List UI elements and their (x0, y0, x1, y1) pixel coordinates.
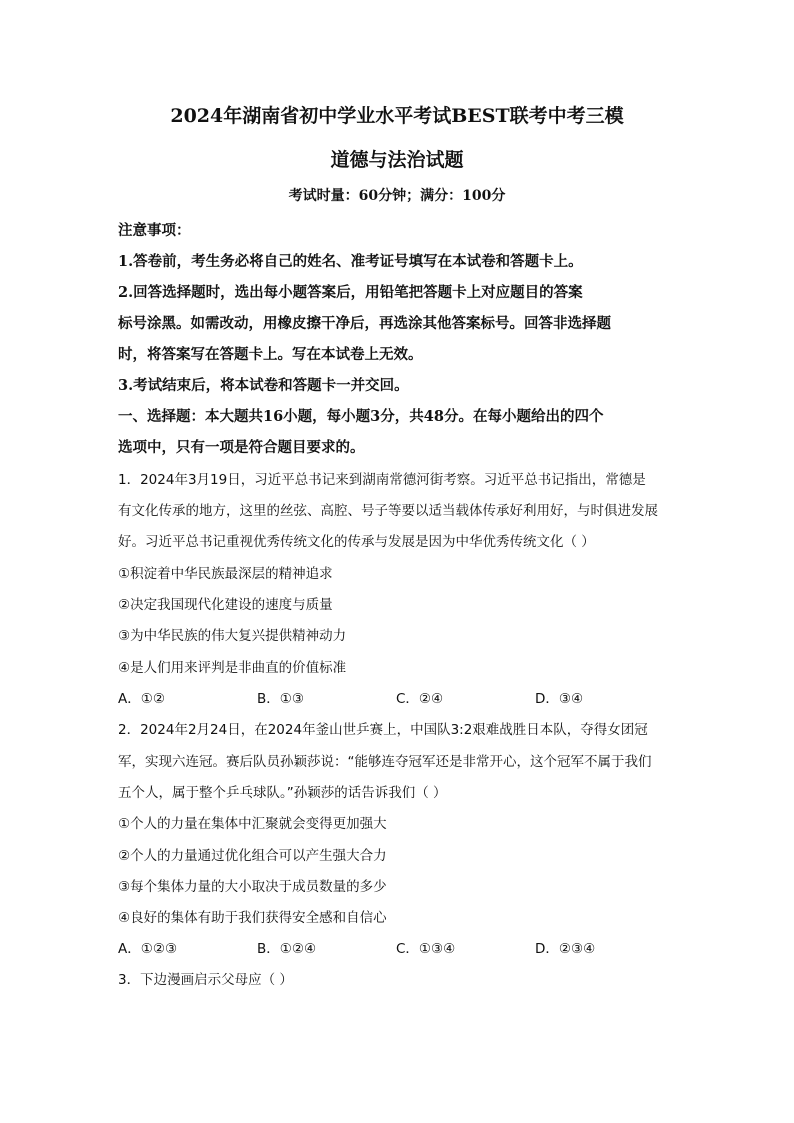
q1-statement-3: ③为中华民族的伟大复兴提供精神动力 (118, 628, 347, 644)
q2-statement-4: ④良好的集体有助于我们获得安全感和自信心 (118, 910, 387, 926)
q1-option-d: D．③④ (535, 691, 584, 707)
q2-option-d: D．②③④ (535, 941, 596, 957)
q1-stem-line-2: 有文化传承的地方，这里的丝弦、高腔、号子等要以适当载体传承好利用好，与时俱进发展 (118, 503, 658, 519)
q2-stem-line-3: 五个人，属于整个乒乓球队。”孙颖莎的话告诉我们（ ） (118, 785, 447, 801)
section-heading-line-1: 一、选择题：本大题共16小题，每小题3分，共48分。在每小题给出的四个 (118, 408, 604, 425)
q1-option-c: C．②④ (396, 691, 444, 707)
note-2-line-2: 标号涂黑。如需改动，用橡皮擦干净后，再选涂其他答案标号。回答非选择题 (118, 315, 611, 332)
q1-option-b: B．①③ (257, 691, 304, 707)
exam-subtitle: 道德与法治试题 (330, 149, 464, 171)
q1-stem-line-3: 好。习近平总书记重视优秀传统文化的传承与发展是因为中华优秀传统文化（ ） (118, 534, 595, 550)
note-2-line-1: 2.回答选择题时，选出每小题答案后，用铅笔把答题卡上对应题目的答案 (118, 284, 583, 301)
q3-stem-line-1: 3．下边漫画启示父母应（ ） (118, 972, 293, 988)
q2-statement-1: ①个人的力量在集体中汇聚就会变得更加强大 (118, 816, 387, 832)
exam-info: 考试时量：60分钟；满分：100分 (288, 188, 506, 204)
q1-statement-4: ④是人们用来评判是非曲直的价值标准 (118, 660, 347, 676)
q1-statement-1: ①积淀着中华民族最深层的精神追求 (118, 566, 333, 582)
note-1: 1.答卷前，考生务必将自己的姓名、准考证号填写在本试卷和答题卡上。 (118, 253, 583, 270)
q1-option-a: A．①② (118, 691, 165, 707)
q2-statement-3: ③每个集体力量的大小取决于成员数量的多少 (118, 879, 387, 895)
q2-option-a: A．①②③ (118, 941, 178, 957)
note-3: 3.考试结束后，将本试卷和答题卡一并交回。 (118, 377, 409, 394)
q1-stem-line-1: 1．2024年3月19日，习近平总书记来到湖南常德河街考察。习近平总书记指出，常德是 (118, 472, 646, 488)
section-heading-line-2: 选项中，只有一项是符合题目要求的。 (118, 439, 365, 456)
q2-statement-2: ②个人的力量通过优化组合可以产生强大合力 (118, 848, 387, 864)
q2-stem-line-1: 2．2024年2月24日，在2024年釜山世乒赛上，中国队3:2艰难战胜日本队，夺得女团冠 (118, 722, 648, 738)
exam-title: 2024年湖南省初中学业水平考试BEST联考中考三模 (170, 105, 624, 127)
notes-heading: 注意事项： (118, 222, 191, 239)
q2-stem-line-2: 军，实现六连冠。赛后队员孙颖莎说：“能够连夺冠军还是非常开心，这个冠军不属于我们 (118, 754, 652, 770)
note-2-line-3: 时，将答案写在答题卡上。写在本试卷上无效。 (118, 346, 423, 363)
q2-option-c: C．①③④ (396, 941, 456, 957)
q1-statement-2: ②决定我国现代化建设的速度与质量 (118, 597, 333, 613)
q2-option-b: B．①②④ (257, 941, 317, 957)
